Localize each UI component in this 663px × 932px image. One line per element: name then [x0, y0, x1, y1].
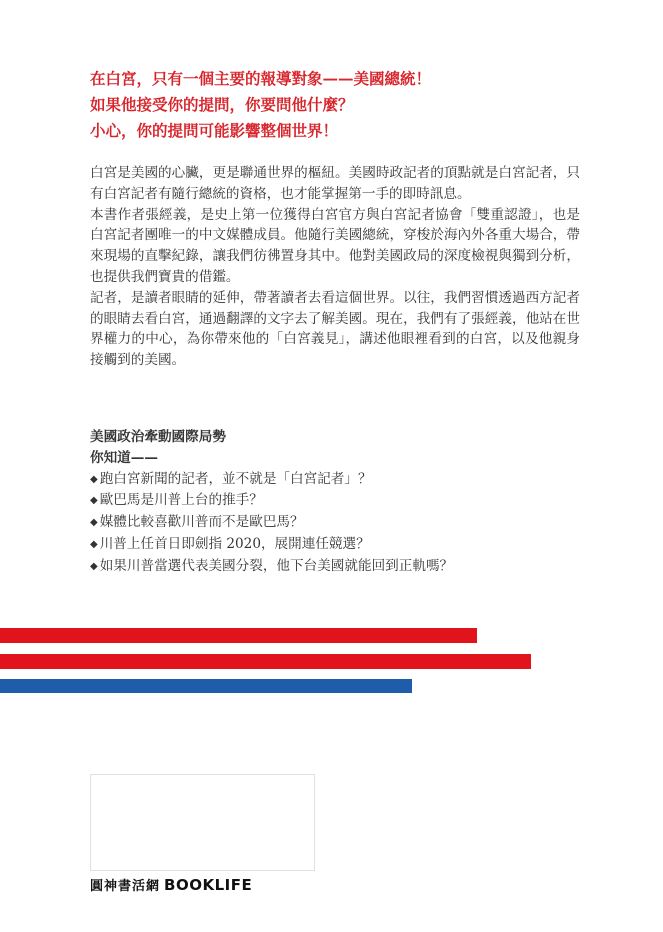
list-item-text: 媒體比較喜歡川普而不是歐巴馬？ [99, 514, 304, 531]
headline-line-2: 如果他接受你的提問，你要問他什麼？ [90, 95, 354, 114]
list-item [90, 556, 590, 578]
list-item-text: 歐巴馬是川普上台的推手？ [99, 492, 263, 509]
description-text [90, 163, 580, 371]
red-stripe-top [0, 628, 477, 643]
list-item-text: 跑白宮新聞的記者，並不就是「白宮記者」？ [99, 470, 372, 487]
publisher-logo-english: BOOKLIFE [164, 875, 253, 894]
paragraph-1: 白宮是美國的心臟，更是聯通世界的樞紐。美國時政記者的頂點就是白宮記者，只有白宮記者有隨行總統的資格，也才能掌握第一手的即時訊息。 [90, 165, 580, 202]
question-list [90, 469, 590, 578]
list-item [90, 512, 590, 534]
section-title: 美國政治牽動國際局勢 [90, 429, 226, 445]
diamond-bullet-icon: ◆ [90, 495, 98, 507]
diamond-bullet-icon: ◆ [90, 517, 98, 529]
publisher-logo [90, 874, 252, 894]
list-item-text: 如果川普當選代表美國分裂，他下台美國就能回到正軌嗎？ [99, 557, 454, 574]
paragraph-2: 本書作者張經義，是史上第一位獲得白宮官方與白宮記者協會「雙重認證」，也是白宮記者團唯一的中文媒體成員。他隨行美國總統，穿梭於海內外各重大場合，帶來現場的直擊紀錄，讓我們彷彿置身其中。他對美國政局的深度檢視與獨到分析，也提供我們寶貴的借鑑。 [90, 206, 580, 285]
red-stripe-middle [0, 654, 531, 669]
did-you-know-section [90, 427, 590, 578]
paragraph-3: 記者，是讀者眼睛的延伸，帶著讀者去看這個世界。以往，我們習慣透過西方記者的眼睛去看白宮，通過翻譯的文字去了解美國。現在，我們有了張經義，他站在世界權力的中心，為你帶來他的「白宮義見」，講述他眼裡看到的白宮，以及他親身接觸到的美國。 [90, 289, 580, 369]
diamond-bullet-icon: ◆ [90, 560, 98, 572]
headline-block [90, 66, 610, 144]
list-item-text: 川普上任首日即劍指 2020，展開連任競選？ [99, 535, 370, 552]
barcode-placeholder-box [90, 774, 315, 871]
diamond-bullet-icon: ◆ [90, 538, 98, 550]
headline-line-3: 小心，你的提問可能影響整個世界！ [90, 121, 339, 140]
list-item [90, 469, 590, 491]
diamond-bullet-icon: ◆ [90, 473, 98, 485]
headline-line-1: 在白宮，只有一個主要的報導對象——美國總統！ [90, 69, 432, 88]
blue-stripe-bottom [0, 679, 412, 693]
section-subtitle: 你知道—— [90, 449, 158, 466]
list-item [90, 490, 590, 512]
publisher-logo-chinese: 圓神書活網 [90, 879, 161, 894]
list-item [90, 534, 590, 556]
